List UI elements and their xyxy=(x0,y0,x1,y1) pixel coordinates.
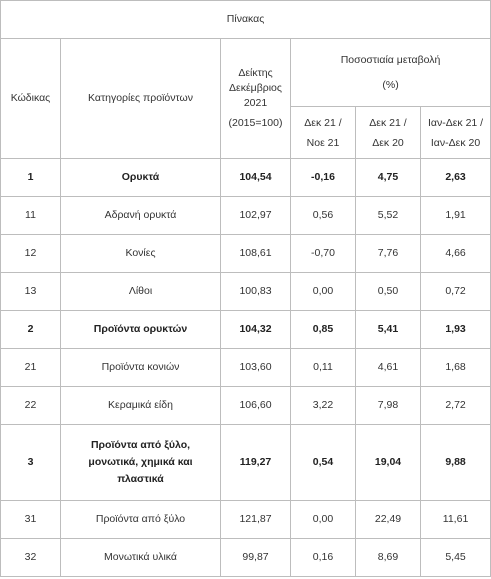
cell-year: 4,61 xyxy=(356,349,421,387)
cell-code: 13 xyxy=(1,273,61,311)
cell-index: 104,54 xyxy=(221,159,291,197)
table-caption: Πίνακας xyxy=(1,1,491,39)
cell-category-line2: μονωτικά, χημικά και xyxy=(88,456,193,468)
table-row xyxy=(1,501,491,539)
header-category: Κατηγορίες προϊόντων xyxy=(61,39,221,159)
cell-code: 11 xyxy=(1,197,61,235)
cell-year: 19,04 xyxy=(356,425,421,501)
table-row xyxy=(1,197,491,235)
cell-ytd: 5,45 xyxy=(421,539,491,577)
cell-ytd: 11,61 xyxy=(421,501,491,539)
cell-code: 22 xyxy=(1,387,61,425)
cell-category-line1: Προϊόντα από ξύλο, xyxy=(90,439,191,451)
cell-index: 99,87 xyxy=(221,539,291,577)
header-pct-line2: (%) xyxy=(382,78,399,91)
header-index xyxy=(221,39,291,159)
header-index-line3: 2021 xyxy=(243,97,268,109)
cell-month: 0,56 xyxy=(291,197,356,235)
cell-code: 1 xyxy=(1,159,61,197)
cell-month: 3,22 xyxy=(291,387,356,425)
cell-year: 0,50 xyxy=(356,273,421,311)
table-row xyxy=(1,273,491,311)
cell-category: Ορυκτά xyxy=(61,159,221,197)
table-row xyxy=(1,425,491,501)
cell-year: 22,49 xyxy=(356,501,421,539)
cell-month: 0,54 xyxy=(291,425,356,501)
cell-year: 5,41 xyxy=(356,311,421,349)
cell-ytd: 0,72 xyxy=(421,273,491,311)
cell-month: -0,16 xyxy=(291,159,356,197)
cell-index: 102,97 xyxy=(221,197,291,235)
header-index-line4: (2015=100) xyxy=(228,117,283,129)
cell-index: 103,60 xyxy=(221,349,291,387)
cell-year: 5,52 xyxy=(356,197,421,235)
cell-ytd: 9,88 xyxy=(421,425,491,501)
cell-month: 0,16 xyxy=(291,539,356,577)
table-row xyxy=(1,311,491,349)
cell-category: Προϊόντα ορυκτών xyxy=(61,311,221,349)
table-row xyxy=(1,349,491,387)
header-col2-line2: Δεκ 20 xyxy=(372,136,404,149)
header-year-change xyxy=(356,107,421,159)
cell-category: Κονίες xyxy=(61,235,221,273)
cell-year: 7,98 xyxy=(356,387,421,425)
table-row xyxy=(1,159,491,197)
cell-category: Προϊόντα κονιών xyxy=(61,349,221,387)
cell-code: 31 xyxy=(1,501,61,539)
cell-category: Λίθοι xyxy=(61,273,221,311)
cell-ytd: 2,63 xyxy=(421,159,491,197)
cell-month: 0,85 xyxy=(291,311,356,349)
header-col1-line2: Νοε 21 xyxy=(306,136,340,149)
cell-category: Προϊόντα από ξύλο xyxy=(61,501,221,539)
cell-category xyxy=(61,425,221,501)
table-row xyxy=(1,387,491,425)
header-index-line1: Δείκτης xyxy=(238,67,273,79)
cell-index: 108,61 xyxy=(221,235,291,273)
cell-ytd: 4,66 xyxy=(421,235,491,273)
cell-index: 104,32 xyxy=(221,311,291,349)
cell-ytd: 2,72 xyxy=(421,387,491,425)
header-col3-line1: Ιαν-Δεκ 21 / xyxy=(427,116,484,129)
cell-code: 21 xyxy=(1,349,61,387)
cell-index: 106,60 xyxy=(221,387,291,425)
cell-code: 12 xyxy=(1,235,61,273)
header-month-change xyxy=(291,107,356,159)
cell-month: 0,00 xyxy=(291,273,356,311)
cell-index: 119,27 xyxy=(221,425,291,501)
cell-category-line3: πλαστικά xyxy=(117,473,164,485)
table-row xyxy=(1,539,491,577)
header-index-line2: Δεκέμβριος xyxy=(229,82,282,94)
cell-index: 121,87 xyxy=(221,501,291,539)
cell-year: 8,69 xyxy=(356,539,421,577)
header-pct-line1: Ποσοστιαία μεταβολή xyxy=(340,53,441,66)
table-row xyxy=(1,235,491,273)
header-pct-group xyxy=(291,39,491,107)
cell-code: 3 xyxy=(1,425,61,501)
header-col3-line2: Ιαν-Δεκ 20 xyxy=(430,136,481,149)
cell-index: 100,83 xyxy=(221,273,291,311)
cell-category: Κεραμικά είδη xyxy=(61,387,221,425)
cell-month: 0,00 xyxy=(291,501,356,539)
cell-month: 0,11 xyxy=(291,349,356,387)
cell-ytd: 1,93 xyxy=(421,311,491,349)
cell-category: Αδρανή ορυκτά xyxy=(61,197,221,235)
cell-code: 32 xyxy=(1,539,61,577)
header-code: Κώδικας xyxy=(1,39,61,159)
cell-month: -0,70 xyxy=(291,235,356,273)
cell-year: 7,76 xyxy=(356,235,421,273)
header-col1-line1: Δεκ 21 / xyxy=(304,116,342,129)
cell-ytd: 1,91 xyxy=(421,197,491,235)
cell-year: 4,75 xyxy=(356,159,421,197)
cell-code: 2 xyxy=(1,311,61,349)
header-col2-line1: Δεκ 21 / xyxy=(369,116,407,129)
header-ytd-change xyxy=(421,107,491,159)
cell-ytd: 1,68 xyxy=(421,349,491,387)
cell-category: Μονωτικά υλικά xyxy=(61,539,221,577)
